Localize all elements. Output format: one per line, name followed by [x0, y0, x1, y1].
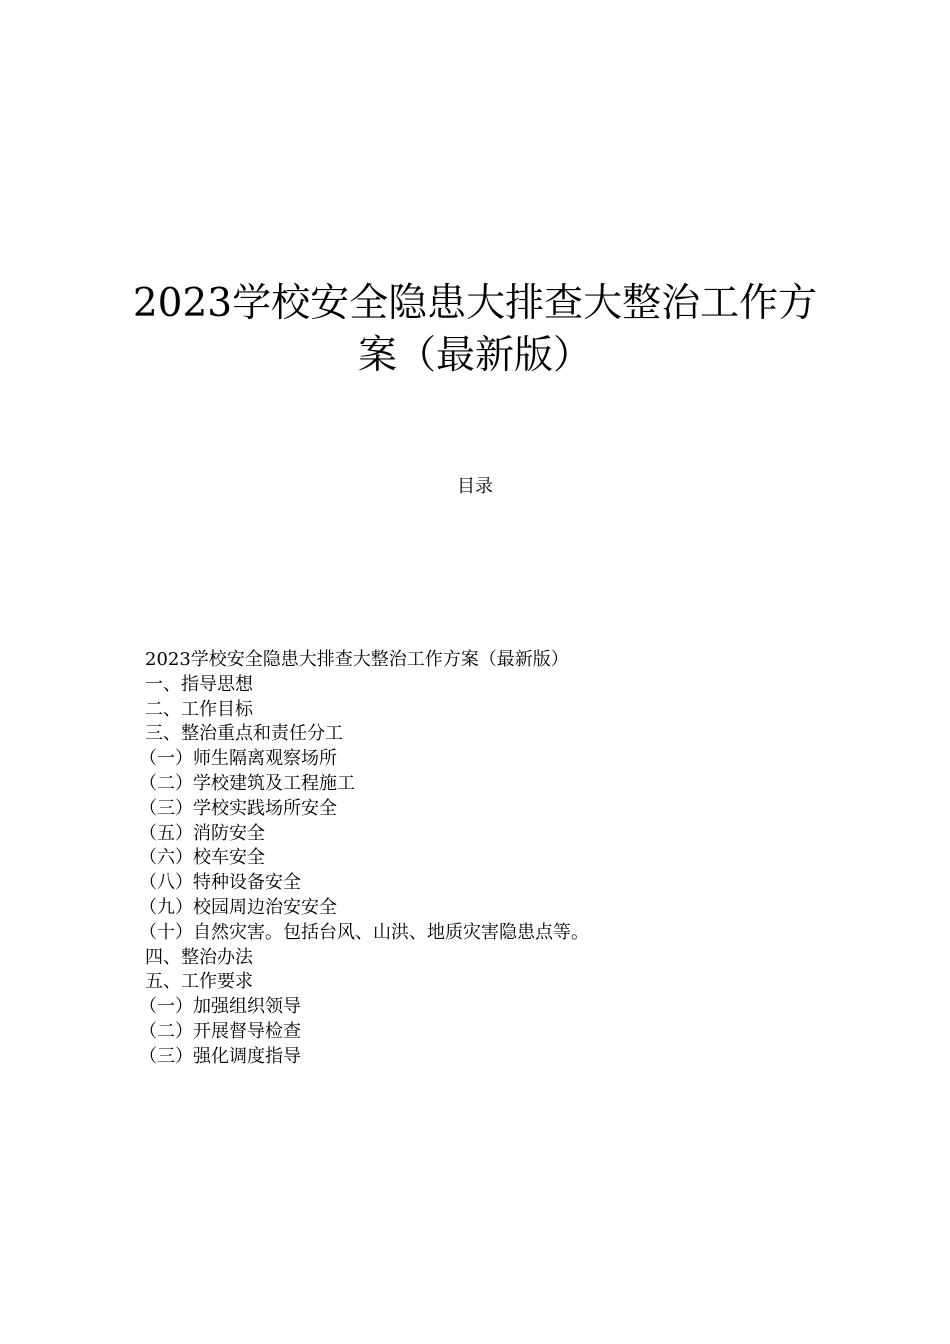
toc-item-3-10: （十）自然灾害。包括台风、山洪、地质灾害隐患点等。	[139, 921, 589, 943]
toc-item-3-1: （一）师生隔离观察场所	[139, 748, 337, 770]
toc-item-section-2: 二、工作目标	[145, 698, 253, 720]
toc-item-3-9: （九）校园周边治安安全	[139, 896, 337, 918]
table-of-contents	[139, 648, 589, 1070]
toc-item-3-8: （八）特种设备安全	[139, 872, 301, 894]
toc-item-section-1: 一、指导思想	[145, 673, 253, 695]
toc-item-section-3: 三、整治重点和责任分工	[145, 723, 343, 745]
toc-heading: 目录	[457, 476, 493, 497]
toc-item-5-3: （三）强化调度指导	[139, 1045, 301, 1067]
toc-item-3-5: （五）消防安全	[139, 822, 265, 844]
document-title-line-1: 2023学校安全隐患大排查大整治工作方	[132, 281, 818, 326]
document-title	[130, 278, 820, 382]
document-title-line-2: 案（最新版）	[357, 333, 592, 378]
toc-item-3-6: （六）校车安全	[139, 847, 265, 869]
toc-item-title: 2023学校安全隐患大排查大整治工作方案（最新版）	[145, 649, 569, 670]
toc-item-5-2: （二）开展督导检查	[139, 1020, 301, 1042]
toc-item-section-5: 五、工作要求	[145, 971, 253, 993]
toc-item-5-1: （一）加强组织领导	[139, 996, 301, 1018]
toc-item-3-3: （三）学校实践场所安全	[139, 797, 337, 819]
toc-item-section-4: 四、整治办法	[145, 946, 253, 968]
toc-item-3-2: （二）学校建筑及工程施工	[139, 772, 355, 794]
